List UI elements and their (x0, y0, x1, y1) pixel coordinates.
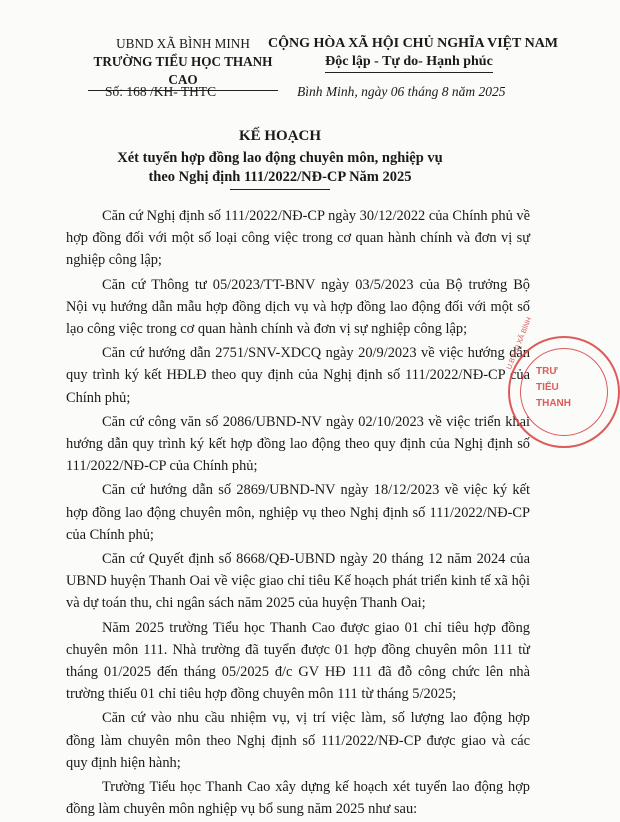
national-motto (268, 35, 559, 73)
place-date: Bình Minh, ngày 06 tháng 8 năm 2025 (297, 84, 506, 99)
body-paragraph: Căn cứ hướng dẫn 2751/SNV-XDCQ ngày 20/9/2023 về việc hướng dẫn quy trình ký kết HĐLĐ theo quy định của Nghị định số 111/2022/NĐ-CP của Chính phủ; (66, 345, 530, 406)
seal-text-line2: TIỂU (536, 382, 559, 393)
body-paragraph: Căn cứ vào nhu cầu nhiệm vụ, vị trí việc làm, số lượng lao động hợp đồng làm chuyên môn theo Nghị định số 111/2022/NĐ-CP được giao và các quy định hiện hành; (66, 710, 530, 771)
seal-text-line1: TRƯ (536, 366, 558, 377)
body-paragraph: Trường Tiểu học Thanh Cao xây dựng kế hoạch xét tuyển lao động hợp đồng làm chuyên môn nghiệp vụ bổ sung năm 2025 như sau: (66, 779, 530, 818)
national-slogan (268, 53, 550, 73)
document-body (66, 205, 530, 822)
national-title: CỘNG HÒA XÃ HỘI CHỦ NGHĨA VIỆT NAM (268, 36, 559, 51)
body-paragraph: Căn cứ Quyết định số 8668/QĐ-UBND ngày 20 tháng 12 năm 2024 của UBND huyện Thanh Oai về việc giao chỉ tiêu Kế hoạch phát triển kinh tế xã hội và dự toán thu, chi ngân sách năm 2025 của huyện Thanh Oai; (66, 551, 530, 612)
org-school-name-text: TRƯỜNG TIỂU HỌC THANH CAO (88, 53, 278, 91)
org-parent-name: UBND XÃ BÌNH MINH (116, 36, 250, 51)
body-paragraph: Căn cứ Thông tư 05/2023/TT-BNV ngày 03/5/2023 của Bộ trưởng Bộ Nội vụ hướng dẫn mẫu hợp đồng dịch vụ và hợp đồng lao động đối với một số lạo công việc trong cơ quan hành chính và đơn vị sự nghiệp công lập; (66, 276, 530, 338)
seal-inner-ring (520, 348, 608, 436)
body-paragraph: Căn cứ hướng dẫn số 2869/UBND-NV ngày 18/12/2023 về việc ký kết hợp đồng lao động chuyên môn, nghiệp vụ theo Nghị định số 111/2022/NĐ-CP của Chính phủ; (66, 482, 530, 543)
national-slogan-text: Độc lập - Tự do- Hạnh phúc (325, 53, 493, 73)
issuing-organization (88, 35, 278, 91)
seal-edge-text: U.B.N.D XÃ BÌNH (506, 316, 534, 371)
body-paragraph: Năm 2025 trường Tiểu học Thanh Cao được giao 01 chỉ tiêu hợp đồng chuyên môn 111. Nhà trường đã tuyển được 01 hợp đồng chuyên môn 111 từ tháng 01/2025 đến tháng 05/2025 đ/c GV HĐ 111 đã đỗ công chức lên nhà trường thiếu 01 chỉ tiêu hợp đồng chuyên môn 111 từ tháng 5/2025; (66, 619, 530, 703)
body-paragraph: Căn cứ Nghị định số 111/2022/NĐ-CP ngày 30/12/2022 của Chính phủ về hợp đồng đối với một số loại công việc trong cơ quan hành chính và đơn vị sự nghiệp công lập; (66, 208, 530, 269)
official-seal-stamp (506, 316, 620, 448)
document-subtitle-line2: theo Nghị định 111/2022/NĐ-CP Năm 2025 (148, 169, 412, 185)
document-subtitle-line1: Xét tuyển hợp đồng lao động chuyên môn, nghiệp vụ (117, 150, 443, 166)
title-divider (230, 189, 330, 190)
document-title: KẾ HOẠCH (238, 128, 322, 144)
body-paragraph: Căn cứ công văn số 2086/UBND-NV ngày 02/10/2023 về việc triển khai hướng dẫn quy trình ký kết hợp đồng lao động theo quy định của Nghị định số 111/2022/NĐ-CP của Chính phủ; (66, 413, 530, 475)
seal-text-line3: THANH (536, 398, 571, 409)
document-number: Số: 168 /KH- THTC (105, 84, 217, 99)
